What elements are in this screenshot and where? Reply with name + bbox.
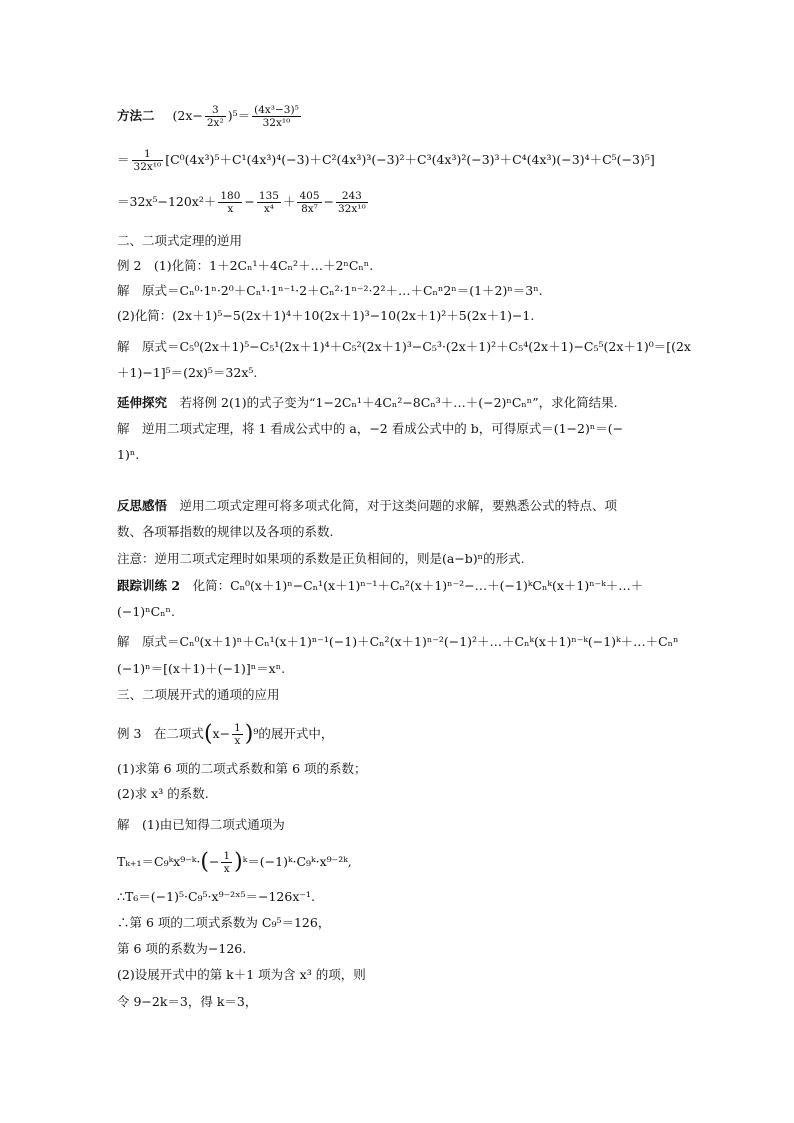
example-3-part-2: (2)求 x³ 的系数. xyxy=(117,786,209,801)
solution-3-part-1: 解 (1)由已知得二项式通项为 xyxy=(117,817,285,832)
frac-den: 32x¹⁰ xyxy=(133,161,162,173)
tracking-exercise-line2: (−1)ⁿCₙⁿ. xyxy=(117,604,175,619)
binomial-inner: x− xyxy=(212,726,231,741)
frac-num: 3 xyxy=(205,104,226,117)
example-3-intro: 例 3 在二项式 xyxy=(117,726,204,741)
method2-pow: ⁵＝ xyxy=(232,108,251,123)
frac-den: 8x⁷ xyxy=(301,203,318,215)
example-3 xyxy=(117,722,333,747)
minus: − xyxy=(244,194,255,209)
reflection-line2: 数、各项幂指数的规律以及各项的系数. xyxy=(117,524,334,539)
tracking-label: 跟踪训练 2 xyxy=(117,578,181,593)
frac-num: 243 xyxy=(336,190,368,203)
frac-main xyxy=(252,104,301,129)
extension-solution-line1: 解 逆用二项式定理，将 1 看成公式中的 a，−2 看成公式中的 b，可得原式＝(1−2)ⁿ＝(− xyxy=(117,421,624,436)
t6-line: ∴T₆＝(−1)⁵·C₉⁵·x⁹⁻²ˣ⁵＝−126x⁻¹. xyxy=(117,889,315,904)
extension-solution-line2: 1)ⁿ. xyxy=(117,447,140,462)
paren-close: ) xyxy=(227,108,233,123)
example-3-tail: ⁹的展开式中， xyxy=(253,726,334,741)
frac-num: 1 xyxy=(132,148,164,161)
frac-den: x⁴ xyxy=(263,203,274,215)
result-start: ＝32x⁵−120x²＋ xyxy=(117,194,217,209)
solution-2-part-2-line2: ＋1)−1]⁵＝(2x)⁵＝32x⁵. xyxy=(117,365,258,380)
frac-180 xyxy=(218,190,242,215)
tracking-text: 化简：Cₙ⁰(x＋1)ⁿ−Cₙ¹(x＋1)ⁿ⁻¹＋Cₙ²(x＋1)ⁿ⁻²−…＋(−1)ᵏCₙᵏ(x＋1)ⁿ⁻ᵏ＋…＋ xyxy=(180,578,644,593)
tracking-solution-line1: 解 原式＝Cₙ⁰(x＋1)ⁿ＋Cₙ¹(x＋1)ⁿ⁻¹(−1)＋Cₙ²(x＋1)ⁿ⁻²(−1)²＋…＋Cₙᵏ(x＋1)ⁿ⁻ᵏ(−1)ᵏ＋…＋Cₙⁿ xyxy=(117,634,679,649)
minus: − xyxy=(323,194,334,209)
tracking-solution-line2: (−1)ⁿ＝[(x＋1)＋(−1)]ⁿ＝xⁿ. xyxy=(117,661,286,676)
paren-open: ( xyxy=(172,108,178,123)
section-3-heading: 三、二项展开式的通项的应用 xyxy=(117,687,280,702)
method2-line xyxy=(117,104,303,129)
solution-2-part-1: 解 原式＝Cₙ⁰·1ⁿ·2⁰＋Cₙ¹·1ⁿ⁻¹·2＋Cₙ²·1ⁿ⁻²·2²＋…＋Cₙⁿ2ⁿ＝(1＋2)ⁿ＝3ⁿ. xyxy=(117,283,543,298)
example-3-part-1: (1)求第 6 项的二项式系数和第 6 项的系数； xyxy=(117,761,367,776)
extension-label: 延伸探究 xyxy=(117,395,168,410)
general-term-inner: − xyxy=(208,854,220,869)
frac-num: 1 xyxy=(223,850,231,862)
frac-den: 2x² xyxy=(206,117,224,129)
paren-close: ) xyxy=(244,721,254,747)
result-line xyxy=(117,190,370,215)
reflection-text: 逆用二项式定理可将多项式化简，对于这类问题的求解，要熟悉公式的特点、项 xyxy=(167,498,618,513)
frac-1-over-x xyxy=(221,850,232,875)
frac-405 xyxy=(297,190,321,215)
frac-den: x xyxy=(223,863,230,875)
section-2-heading: 二、二项式定理的逆用 xyxy=(117,233,243,248)
frac-num: 180 xyxy=(220,190,241,202)
paren-open: ( xyxy=(200,849,209,875)
note: 注意：逆用二项式定理时如果项的系数是正负相间的，则是(a−b)ⁿ的形式. xyxy=(117,551,525,566)
frac-den: 32x¹⁰ xyxy=(337,203,366,215)
general-term-start: Tₖ₊₁＝C₉ᵏx⁹⁻ᵏ· xyxy=(117,854,201,869)
eq-sign: ＝ xyxy=(117,152,130,167)
coefficient-6-line: ∴第 6 项的二项式系数为 C₉⁵＝126， xyxy=(117,915,331,930)
frac-3-over-2x2 xyxy=(205,104,226,129)
extension-question xyxy=(117,394,618,412)
example-2-part-2: (2)化简：(2x＋1)⁵−5(2x＋1)⁴＋10(2x＋1)³−10(2x＋1)²＋5(2x＋1)−1. xyxy=(117,308,535,323)
frac-1-over-32x10 xyxy=(132,148,164,173)
plus: ＋ xyxy=(282,194,296,209)
frac-num: 135 xyxy=(258,190,279,202)
expansion-body: [C⁰(4x³)⁵＋C¹(4x³)⁴(−3)＋C²(4x³)³(−3)²＋C³(4x³)²(−3)³＋C⁴(4x³)(−3)⁴＋C⁵(−3)⁵] xyxy=(165,152,655,167)
method2-lhs: 2x− xyxy=(177,108,203,123)
solution-2-part-2-line1: 解 原式＝C₅⁰(2x＋1)⁵−C₅¹(2x＋1)⁴＋C₅²(2x＋1)³−C₅³·(2x＋1)²＋C₅⁴(2x＋1)−C₅⁵(2x＋1)⁰＝[(2x xyxy=(117,339,691,354)
general-term-end: ᵏ＝(−1)ᵏ·C₉ᵏ·x⁹⁻²ᵏ, xyxy=(242,854,352,869)
frac-243 xyxy=(336,190,368,215)
coefficient-6b-line: 第 6 项的系数为−126. xyxy=(117,941,247,956)
reflection-line1 xyxy=(117,497,617,515)
solution-3-part-2: (2)设展开式中的第 k＋1 项为含 x³ 的项，则 xyxy=(117,967,366,982)
solution-3-part-2b: 令 9−2k＝3，得 k＝3， xyxy=(117,994,258,1009)
reflection-label: 反思感悟 xyxy=(117,498,168,513)
method2-label: 方法二 xyxy=(117,108,155,123)
frac-num: (4x³−3)⁵ xyxy=(254,104,299,116)
extension-text: 若将例 2(1)的式子变为“1−2Cₙ¹＋4Cₙ²−8Cₙ³＋…＋(−2)ⁿCₙⁿ”，求化简结果. xyxy=(167,395,618,410)
frac-den: x xyxy=(227,203,234,215)
frac-num: 1 xyxy=(234,722,241,734)
example-2-part-1: 例 2 (1)化简：1＋2Cₙ¹＋4Cₙ²＋…＋2ⁿCₙⁿ. xyxy=(117,258,374,273)
frac-1-over-x xyxy=(232,722,243,747)
frac-den: 32x¹⁰ xyxy=(262,117,291,129)
paren-close: ) xyxy=(234,849,243,875)
frac-135 xyxy=(257,190,281,215)
expansion-line xyxy=(117,148,655,173)
frac-den: x xyxy=(234,735,241,747)
general-term xyxy=(117,850,352,875)
frac-num: 405 xyxy=(299,190,320,202)
tracking-exercise-line1 xyxy=(117,577,643,595)
paren-open: ( xyxy=(203,721,213,747)
